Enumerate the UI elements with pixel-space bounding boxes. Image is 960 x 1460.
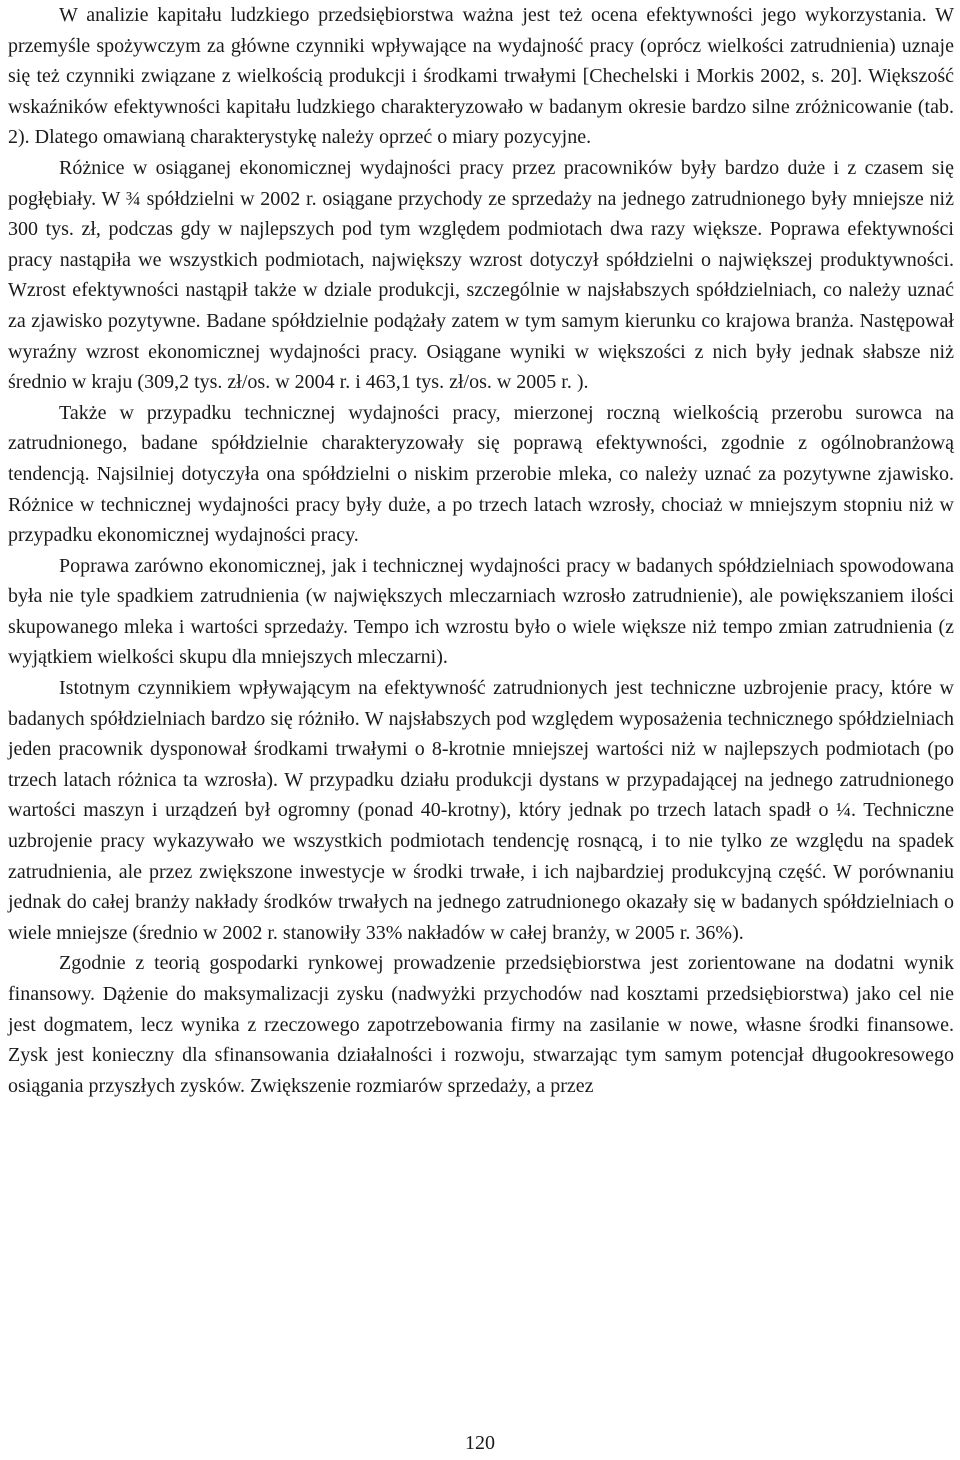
- paragraph-6: Zgodnie z teorią gospodarki rynkowej prowadzenie przedsiębiorstwa jest zorientowane na dodatni wynik finansowy. Dążenie do maksymalizacji zysku (nadwyżki przychodów nad kosztami przedsiębiorstwa) jako cel nie jest dogmatem, lecz wynika z rzeczowego zapotrzebowania firmy na zasilanie w nowe, własne środki finansowe. Zysk jest konieczny dla sfinansowania działalności i rozwoju, stwarzając tym samym potencjał długookresowego osiągania przyszłych zysków. Zwiększenie rozmiarów sprzedaży, a przez: [8, 952, 954, 1097]
- paragraph-5: Istotnym czynnikiem wpływającym na efektywność zatrudnionych jest techniczne uzbrojenie pracy, które w badanych spółdzielniach bardzo się różniło. W najsłabszych pod względem wyposażenia technicznego spółdzielniach jeden pracownik dysponował środkami trwałymi o 8-krotnie mniejszej wartości niż w najlepszych podmiotach (po trzech latach różnica ta wzrosła). W przypadku działu produkcji dystans w przypadającej na jednego zatrudnionego wartości maszyn i urządzeń był ogromny (ponad 40-krotny), który jednak po trzech latach spadł o ¼. Techniczne uzbrojenie pracy wykazywało we wszystkich podmiotach tendencję rosnącą, i to nie tylko ze względu na spadek zatrudnienia, ale przez zwiększone inwestycje w środki trwałe, i ich najbardziej produkcyjną część. W porównaniu jednak do całej branży nakłady środków trwałych na jednego zatrudnionego okazały się w badanych spółdzielniach o wiele mniejsze (średnio w 2002 r. stanowiły 33% nakładów w całej branży, w 2005 r. 36%).: [8, 677, 954, 944]
- page-body: [8, 0, 954, 1101]
- paragraph-2: Różnice w osiąganej ekonomicznej wydajności pracy przez pracowników były bardzo duże i z czasem się pogłębiały. W ¾ spółdzielni w 2002 r. osiągane przychody ze sprzedaży na jednego zatrudnionego były mniejsze niż 300 tys. zł, podczas gdy w najlepszych pod tym względem podmiotach dwa razy większe. Poprawa efektywności pracy nastąpiła we wszystkich podmiotach, największy wzrost dotyczył spółdzielni o największej produktywności. Wzrost efektywności nastąpił także w dziale produkcji, szczególnie w najsłabszych spółdzielniach, co należy uznać za zjawisko pozytywne. Badane spółdzielnie podążały zatem w tym samym kierunku co krajowa branża. Następował wyraźny wzrost ekonomicznej wydajności pracy. Osiągane wyniki w większości z nich były jednak słabsze niż średnio w kraju (309,2 tys. zł/os. w 2004 r. i 463,1 tys. zł/os. w 2005 r. ).: [8, 156, 954, 394]
- paragraph-3: Także w przypadku technicznej wydajności pracy, mierzonej roczną wielkością przerobu surowca na zatrudnionego, badane spółdzielnie charakteryzowały się poprawą efektywności, zgodnie z ogólnobranżową tendencją. Najsilniej dotyczyła ona spółdzielni o niskim przerobie mleka, co należy uznać za pozytywne zjawisko. Różnice w technicznej wydajności pracy były duże, a po trzech latach wzrosły, chociaż w mniejszym stopniu niż w przypadku ekonomicznej wydajności pracy.: [8, 401, 954, 547]
- paragraph-4: Poprawa zarówno ekonomicznej, jak i technicznej wydajności pracy w badanych spółdzielniach spowodowana była nie tyle spadkiem zatrudnienia (w największych mleczarniach wzrosło zatrudnienie), ale powiększaniem ilości skupowanego mleka i wartości sprzedaży. Tempo ich wzrostu było o wiele większe niż tempo zmian zatrudnienia (z wyjątkiem wielkości skupu dla mniejszych mleczarni).: [8, 554, 954, 669]
- paragraph-1: W analizie kapitału ludzkiego przedsiębiorstwa ważna jest też ocena efektywności jego wykorzystania. W przemyśle spożywczym za główne czynniki wpływające na wydajność pracy (oprócz wielkości zatrudnienia) uznaje się też czynniki związane z wielkością produkcji i środkami trwałymi [Chechelski i Morkis 2002, s. 20]. Większość wskaźników efektywności kapitału ludzkiego charakteryzowało w badanym okresie bardzo silne zróżnicowanie (tab. 2). Dlatego omawianą charakterystykę należy oprzeć o miary pozycyjne.: [8, 4, 954, 149]
- page-number: 120: [465, 1432, 495, 1454]
